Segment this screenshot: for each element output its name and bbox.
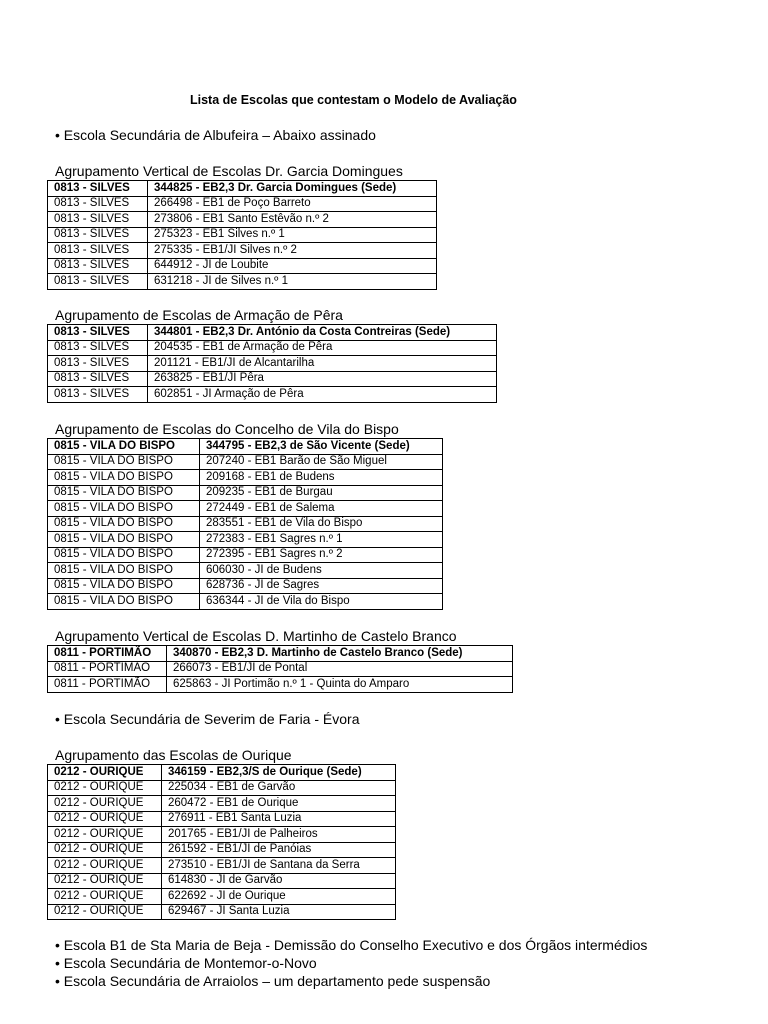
municipality-cell: 0815 - VILA DO BISPO [48, 547, 200, 563]
table-row [48, 827, 396, 843]
table-row [48, 578, 443, 594]
municipality-cell: 0813 - SILVES [48, 371, 148, 387]
school-cell: 201121 - EB1/JI de Alcantarilha [148, 356, 497, 372]
school-cell: 209168 - EB1 de Budens [200, 470, 443, 486]
school-cell: 275335 - EB1/JI Silves n.º 2 [148, 243, 437, 259]
table-row [48, 796, 396, 812]
table-row [48, 594, 443, 610]
school-cell: 636344 - JI de Vila do Bispo [200, 594, 443, 610]
table-row [48, 516, 443, 532]
table-row [48, 677, 513, 693]
school-cell: 344825 - EB2,3 Dr. Garcia Domingues (Sede) [148, 181, 437, 197]
school-cell: 276911 - EB1 Santa Luzia [162, 811, 396, 827]
school-cell: 263825 - EB1/JI Pêra [148, 371, 497, 387]
school-cell: 275323 - EB1 Silves n.º 1 [148, 227, 437, 243]
municipality-cell: 0815 - VILA DO BISPO [48, 439, 200, 455]
group-heading: Agrupamento das Escolas de Ourique [55, 747, 292, 763]
school-cell: 644912 - JI de Loubite [148, 258, 437, 274]
schools-table [47, 645, 513, 693]
municipality-cell: 0212 - OURIQUE [48, 811, 162, 827]
school-cell: 625863 - JI Portimão n.º 1 - Quinta do Amparo [167, 677, 513, 693]
municipality-cell: 0813 - SILVES [48, 325, 148, 341]
table-row [48, 889, 396, 905]
school-cell: 283551 - EB1 de Vila do Bispo [200, 516, 443, 532]
municipality-cell: 0212 - OURIQUE [48, 842, 162, 858]
table-row [48, 227, 437, 243]
table-row-sede [48, 181, 437, 197]
municipality-cell: 0815 - VILA DO BISPO [48, 594, 200, 610]
table-row [48, 387, 497, 403]
municipality-cell: 0212 - OURIQUE [48, 827, 162, 843]
school-cell: 344795 - EB2,3 de São Vicente (Sede) [200, 439, 443, 455]
bullet-albufeira: • Escola Secundária de Albufeira – Abaixo assinado [55, 127, 376, 143]
table-row-sede [48, 765, 396, 781]
municipality-cell: 0212 - OURIQUE [48, 780, 162, 796]
municipality-cell: 0813 - SILVES [48, 181, 148, 197]
school-cell: 266498 - EB1 de Poço Barreto [148, 196, 437, 212]
school-cell: 260472 - EB1 de Ourique [162, 796, 396, 812]
school-cell: 272449 - EB1 de Salema [200, 501, 443, 517]
municipality-cell: 0815 - VILA DO BISPO [48, 516, 200, 532]
group-heading: Agrupamento de Escolas de Armação de Pêra [55, 307, 343, 323]
bullet-montemor: • Escola Secundária de Montemor-o-Novo [55, 955, 317, 971]
table-row [48, 811, 396, 827]
table-row [48, 485, 443, 501]
municipality-cell: 0811 - PORTIMÃO [48, 677, 167, 693]
bullet-beja: • Escola B1 de Sta Maria de Beja - Demissão do Conselho Executivo e dos Órgãos intermédios [55, 937, 648, 953]
table-row [48, 196, 437, 212]
municipality-cell: 0811 - PORTIMÃO [48, 661, 167, 677]
school-cell: 629467 - JI Santa Luzia [162, 904, 396, 920]
table-row [48, 454, 443, 470]
municipality-cell: 0813 - SILVES [48, 274, 148, 290]
school-cell: 272395 - EB1 Sagres n.º 2 [200, 547, 443, 563]
table-row [48, 780, 396, 796]
schools-table [47, 764, 396, 920]
table-row [48, 356, 497, 372]
table-row [48, 371, 497, 387]
school-cell: 204535 - EB1 de Armação de Pêra [148, 340, 497, 356]
school-cell: 340870 - EB2,3 D. Martinho de Castelo Branco (Sede) [167, 646, 513, 662]
group-heading: Agrupamento Vertical de Escolas D. Martinho de Castelo Branco [55, 628, 457, 644]
municipality-cell: 0212 - OURIQUE [48, 765, 162, 781]
school-cell: 261592 - EB1/JI de Panóias [162, 842, 396, 858]
school-cell: 344801 - EB2,3 Dr. António da Costa Contreiras (Sede) [148, 325, 497, 341]
table-row [48, 563, 443, 579]
municipality-cell: 0813 - SILVES [48, 212, 148, 228]
school-cell: 225034 - EB1 de Garvão [162, 780, 396, 796]
document-title: Lista de Escolas que contestam o Modelo de Avaliação [190, 93, 517, 107]
municipality-cell: 0212 - OURIQUE [48, 873, 162, 889]
school-cell: 273510 - EB1/JI de Santana da Serra [162, 858, 396, 874]
table-row [48, 243, 437, 259]
bullet-arraiolos: • Escola Secundária de Arraiolos – um departamento pede suspensão [55, 973, 491, 989]
municipality-cell: 0212 - OURIQUE [48, 858, 162, 874]
table-row [48, 842, 396, 858]
school-cell: 628736 - JI de Sagres [200, 578, 443, 594]
municipality-cell: 0212 - OURIQUE [48, 904, 162, 920]
school-cell: 272383 - EB1 Sagres n.º 1 [200, 532, 443, 548]
school-cell: 631218 - JI de Silves n.º 1 [148, 274, 437, 290]
table-row [48, 258, 437, 274]
municipality-cell: 0815 - VILA DO BISPO [48, 485, 200, 501]
table-row [48, 661, 513, 677]
table-row [48, 904, 396, 920]
table-row [48, 470, 443, 486]
school-cell: 201765 - EB1/JI de Palheiros [162, 827, 396, 843]
municipality-cell: 0815 - VILA DO BISPO [48, 454, 200, 470]
municipality-cell: 0815 - VILA DO BISPO [48, 563, 200, 579]
municipality-cell: 0813 - SILVES [48, 243, 148, 259]
schools-table [47, 180, 437, 290]
school-cell: 606030 - JI de Budens [200, 563, 443, 579]
municipality-cell: 0811 - PORTIMÃO [48, 646, 167, 662]
school-cell: 614830 - JI de Garvão [162, 873, 396, 889]
group-heading: Agrupamento Vertical de Escolas Dr. Garcia Domingues [55, 163, 403, 179]
municipality-cell: 0815 - VILA DO BISPO [48, 470, 200, 486]
table-row [48, 547, 443, 563]
table-row [48, 532, 443, 548]
municipality-cell: 0813 - SILVES [48, 356, 148, 372]
school-cell: 273806 - EB1 Santo Estêvão n.º 2 [148, 212, 437, 228]
municipality-cell: 0212 - OURIQUE [48, 796, 162, 812]
municipality-cell: 0212 - OURIQUE [48, 889, 162, 905]
schools-table [47, 324, 497, 403]
table-row [48, 501, 443, 517]
table-row-sede [48, 439, 443, 455]
schools-table [47, 438, 443, 610]
municipality-cell: 0813 - SILVES [48, 340, 148, 356]
table-row [48, 873, 396, 889]
school-cell: 207240 - EB1 Barão de São Miguel [200, 454, 443, 470]
municipality-cell: 0815 - VILA DO BISPO [48, 501, 200, 517]
municipality-cell: 0813 - SILVES [48, 387, 148, 403]
municipality-cell: 0813 - SILVES [48, 196, 148, 212]
school-cell: 602851 - JI Armação de Pêra [148, 387, 497, 403]
municipality-cell: 0815 - VILA DO BISPO [48, 532, 200, 548]
table-row [48, 274, 437, 290]
table-row [48, 858, 396, 874]
bullet-evora: • Escola Secundária de Severim de Faria - Évora [55, 711, 360, 727]
school-cell: 622692 - JI de Ourique [162, 889, 396, 905]
school-cell: 209235 - EB1 de Burgau [200, 485, 443, 501]
municipality-cell: 0813 - SILVES [48, 258, 148, 274]
municipality-cell: 0813 - SILVES [48, 227, 148, 243]
table-row [48, 212, 437, 228]
table-row [48, 340, 497, 356]
table-row-sede [48, 325, 497, 341]
school-cell: 266073 - EB1/JI de Pontal [167, 661, 513, 677]
table-row-sede [48, 646, 513, 662]
group-heading: Agrupamento de Escolas do Concelho de Vila do Bispo [55, 421, 399, 437]
municipality-cell: 0815 - VILA DO BISPO [48, 578, 200, 594]
school-cell: 346159 - EB2,3/S de Ourique (Sede) [162, 765, 396, 781]
